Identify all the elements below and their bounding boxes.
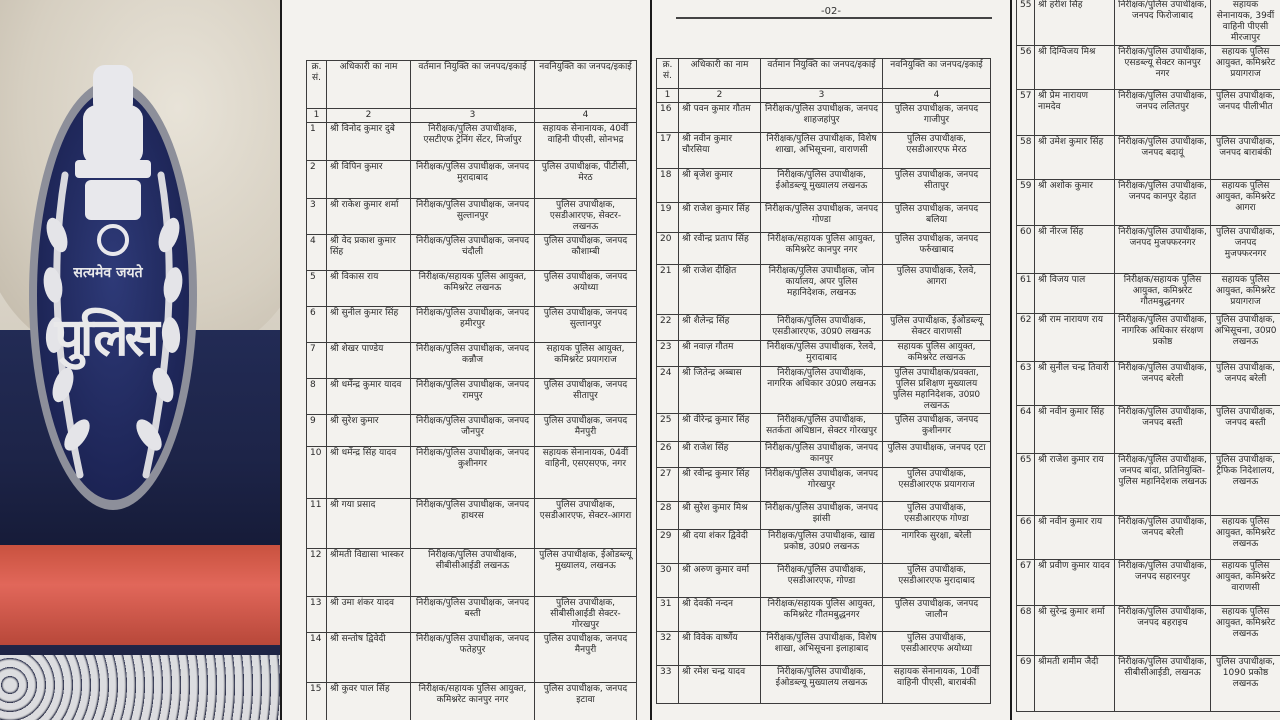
current-posting: निरीक्षक/पुलिस उपाधीक्षक, विशेष शाखा, अभिसूचना, वाराणसी (761, 133, 883, 169)
new-posting: पुलिस उपाधीक्षक, जनपद बलिया (883, 203, 991, 233)
table-row (1017, 606, 1280, 656)
table-row (1017, 0, 1280, 46)
row-serial-number: 59 (1017, 180, 1035, 226)
current-posting: निरीक्षक/सहायक पुलिस आयुक्त, कमिश्नरेट गौतमबुद्धनगर (1115, 274, 1211, 314)
new-posting: पुलिस उपाधीक्षक, जनपद जालौन (883, 598, 991, 632)
row-serial-number: 65 (1017, 454, 1035, 516)
new-posting: सहायक पुलिस आयुक्त, कमिश्नरेट प्रयागराज (1211, 274, 1280, 314)
table-row (307, 161, 637, 199)
cap-braid (0, 655, 280, 720)
officer-name: श्री विकास राय (327, 271, 411, 307)
transfer-table-2 (656, 58, 991, 704)
table-row (657, 530, 991, 564)
officer-name: श्री उमा शंकर यादव (327, 597, 411, 633)
new-posting: पुलिस उपाधीक्षक, जनपद फर्रुखाबाद (883, 233, 991, 265)
current-posting: निरीक्षक/पुलिस उपाधीक्षक, जनपद कन्नौज (411, 343, 535, 379)
row-serial-number: 7 (307, 343, 327, 379)
current-posting: निरीक्षक/पुलिस उपाधीक्षक, ईओडब्ल्यू मुख्यालय लखनऊ (761, 666, 883, 704)
new-posting: पुलिस उपाधीक्षक, ईओडब्ल्यू सेक्टर वाराणसी (883, 315, 991, 341)
officer-name: श्री उमेश कुमार सिंह (1035, 136, 1115, 180)
header-index: 4 (883, 89, 991, 103)
row-serial-number: 14 (307, 633, 327, 683)
header-sno: क्र. सं. (307, 61, 327, 109)
new-posting: सहायक सेनानायक, 04वीं वाहिनी, एसएसएफ, नगर (535, 447, 637, 499)
police-cap-photo (0, 0, 280, 720)
row-serial-number: 10 (307, 447, 327, 499)
current-posting: निरीक्षक/पुलिस उपाधीक्षक, जनपद बदायूं (1115, 136, 1211, 180)
current-posting: निरीक्षक/पुलिस उपाधीक्षक, ईओडब्ल्यू मुख्यालय लखनऊ (761, 169, 883, 203)
row-serial-number: 62 (1017, 314, 1035, 362)
officer-name: श्री अरुण कुमार वर्मा (679, 564, 761, 598)
row-serial-number: 20 (657, 233, 679, 265)
officer-name: श्री अशोक कुमार (1035, 180, 1115, 226)
header-name: अधिकारी का नाम (327, 61, 411, 109)
row-serial-number: 64 (1017, 406, 1035, 454)
row-serial-number: 5 (307, 271, 327, 307)
row-serial-number: 2 (307, 161, 327, 199)
current-posting: निरीक्षक/पुलिस उपाधीक्षक, एसडीआरएफ, उ0प्र0 लखनऊ (761, 315, 883, 341)
new-posting: सहायक पुलिस आयुक्त, कमिश्नरेट लखनऊ (883, 341, 991, 367)
row-serial-number: 58 (1017, 136, 1035, 180)
current-posting: निरीक्षक/पुलिस उपाधीक्षक, एसडब्ल्यू सेक्टर कानपुर नगर (1115, 46, 1211, 90)
row-serial-number: 26 (657, 442, 679, 468)
new-posting: पुलिस उपाधीक्षक, जनपद सीतापुर (883, 169, 991, 203)
row-serial-number: 69 (1017, 656, 1035, 712)
header-index: 1 (657, 89, 679, 103)
row-serial-number: 15 (307, 683, 327, 720)
table-row (307, 307, 637, 343)
row-serial-number: 6 (307, 307, 327, 343)
new-posting: पुलिस उपाधीक्षक, जनपद पीलीभीत (1211, 90, 1280, 136)
table-row (1017, 90, 1280, 136)
row-serial-number: 18 (657, 169, 679, 203)
table-row (307, 633, 637, 683)
cap-red-stripe (0, 545, 280, 645)
officer-name: श्री नीरज सिंह (1035, 226, 1115, 274)
officer-name: श्री प्रेम नारायण नामदेव (1035, 90, 1115, 136)
current-posting: निरीक्षक/पुलिस उपाधीक्षक, जनपद चंदौली (411, 235, 535, 271)
new-posting: सहायक पुलिस आयुक्त, कमिश्नरेट वाराणसी (1211, 560, 1280, 606)
officer-name: श्री पवन कुमार गौतम (679, 103, 761, 133)
new-posting: पुलिस उपाधीक्षक, जनपद मैनपुरी (535, 415, 637, 447)
new-posting: पुलिस उपाधीक्षक, जनपद मैनपुरी (535, 633, 637, 683)
row-serial-number: 22 (657, 315, 679, 341)
current-posting: निरीक्षक/पुलिस उपाधीक्षक, जनपद बरेली (1115, 516, 1211, 560)
new-posting: सहायक सेनानायक, 10वीं वाहिनी पीएसी, बाराबंकी (883, 666, 991, 704)
badge-motto: सत्यमेव जयते (73, 265, 143, 281)
header-new-posting: नवनियुक्ति का जनपद/इकाई (883, 59, 991, 89)
new-posting: पुलिस उपाधीक्षक, जनपद इटावा (535, 683, 637, 720)
row-serial-number: 27 (657, 468, 679, 502)
table-row (657, 502, 991, 530)
header-new-posting: नवनियुक्ति का जनपद/इकाई (535, 61, 637, 109)
table-row (1017, 406, 1280, 454)
transfer-table-1 (306, 60, 637, 720)
row-serial-number: 60 (1017, 226, 1035, 274)
current-posting: निरीक्षक/पुलिस उपाधीक्षक, जनपद ललितपुर (1115, 90, 1211, 136)
officer-name: श्री विपिन कुमार (327, 161, 411, 199)
officer-name: श्री गया प्रसाद (327, 499, 411, 549)
table-row (657, 315, 991, 341)
row-serial-number: 16 (657, 103, 679, 133)
current-posting: निरीक्षक/पुलिस उपाधीक्षक, जनपद शाहजहांपुर (761, 103, 883, 133)
header-current-posting: वर्तमान नियुक्ति का जनपद/इकाई (761, 59, 883, 89)
current-posting: निरीक्षक/पुलिस उपाधीक्षक, एसडीआरएफ, गोण्डा (761, 564, 883, 598)
officer-name: श्री विनोद कुमार दुबे (327, 123, 411, 161)
row-serial-number: 19 (657, 203, 679, 233)
table-row (657, 468, 991, 502)
current-posting: निरीक्षक/पुलिस उपाधीक्षक, जनपद सुल्तानपुर (411, 199, 535, 235)
header-index: 2 (327, 109, 411, 123)
officer-name: श्री शेखर पाण्डेय (327, 343, 411, 379)
header-rule (676, 17, 992, 19)
table-row (657, 169, 991, 203)
transfer-list-page-1 (282, 0, 650, 720)
new-posting: सहायक सेनानायक, 39वीं वाहिनी पीएसी मीरजापुर (1211, 0, 1280, 46)
table-row (307, 271, 637, 307)
new-posting: पुलिस उपाधीक्षक, जनपद बस्ती (1211, 406, 1280, 454)
table-row (657, 133, 991, 169)
current-posting: निरीक्षक/पुलिस उपाधीक्षक, जनपद कुशीनगर (411, 447, 535, 499)
row-serial-number: 25 (657, 414, 679, 442)
new-posting: पुलिस उपाधीक्षक, अभिसूचना, उ0प्र0 लखनऊ (1211, 314, 1280, 362)
current-posting: निरीक्षक/पुलिस उपाधीक्षक, जनपद बस्ती (1115, 406, 1211, 454)
row-serial-number: 11 (307, 499, 327, 549)
new-posting: पुलिस उपाधीक्षक, जनपद अयोध्या (535, 271, 637, 307)
table-row (657, 632, 991, 666)
current-posting: निरीक्षक/पुलिस उपाधीक्षक, जनपद कानपुर (761, 442, 883, 468)
current-posting: निरीक्षक/पुलिस उपाधीक्षक, खाद्य प्रकोष्ठ, उ0प्र0 लखनऊ (761, 530, 883, 564)
table-row (1017, 314, 1280, 362)
table-row (307, 549, 637, 597)
new-posting: पुलिस उपाधीक्षक, जनपद सुल्तानपुर (535, 307, 637, 343)
header-name: अधिकारी का नाम (679, 59, 761, 89)
header-index: 4 (535, 109, 637, 123)
new-posting: पुलिस उपाधीक्षक, जनपद कौशाम्बी (535, 235, 637, 271)
table-row (307, 379, 637, 415)
table-row (657, 103, 991, 133)
new-posting: पुलिस उपाधीक्षक/प्रवक्ता, पुलिस प्रशिक्षण मुख्यालय पुलिस महानिदेशक, उ0प्र0 लखनऊ (883, 367, 991, 414)
officer-name: श्री नवाज़ गौतम (679, 341, 761, 367)
officer-name: श्री सुनील कुमार सिंह (327, 307, 411, 343)
current-posting: निरीक्षक/पुलिस उपाधीक्षक, नागरिक अधिकार संरक्षण प्रकोष्ठ (1115, 314, 1211, 362)
new-posting: पुलिस उपाधीक्षक, एसडीआरएफ, सेक्टर-आगरा (535, 499, 637, 549)
officer-name: श्री प्रवीण कुमार यादव (1035, 560, 1115, 606)
table-row (1017, 362, 1280, 406)
table-row (307, 447, 637, 499)
table-row (1017, 454, 1280, 516)
header-current-posting: वर्तमान नियुक्ति का जनपद/इकाई (411, 61, 535, 109)
officer-name: श्री सुरेश कुमार मिश्र (679, 502, 761, 530)
table-row (307, 343, 637, 379)
officer-name: श्री बृजेश कुमार (679, 169, 761, 203)
table-row (657, 564, 991, 598)
officer-name: श्री राजेश कुमार राय (1035, 454, 1115, 516)
table-row (307, 499, 637, 549)
table-row (1017, 560, 1280, 606)
new-posting: पुलिस उपाधीक्षक, जनपद कुशीनगर (883, 414, 991, 442)
row-serial-number: 17 (657, 133, 679, 169)
current-posting: निरीक्षक/सहायक पुलिस आयुक्त, कमिश्नरेट गौतमबुद्धनगर (761, 598, 883, 632)
officer-name: श्री देवकी नन्दन (679, 598, 761, 632)
current-posting: निरीक्षक/पुलिस उपाधीक्षक, सतर्कता अधिष्ठान, सेक्टर गोरखपुर (761, 414, 883, 442)
new-posting: सहायक पुलिस आयुक्त, कमिश्नरेट आगरा (1211, 180, 1280, 226)
current-posting: निरीक्षक/पुलिस उपाधीक्षक, नागरिक अधिकार उ0प्र0 लखनऊ (761, 367, 883, 414)
current-posting: निरीक्षक/पुलिस उपाधीक्षक, जनपद हाथरस (411, 499, 535, 549)
header-sno: क्र. सं. (657, 59, 679, 89)
transfer-table-3 (1016, 0, 1280, 712)
table-row (1017, 226, 1280, 274)
table-row (657, 265, 991, 315)
new-posting: पुलिस उपाधीक्षक, एसडीआरएफ अयोध्या (883, 632, 991, 666)
new-posting: पुलिस उपाधीक्षक, जनपद बरेली (1211, 362, 1280, 406)
row-serial-number: 66 (1017, 516, 1035, 560)
table-row (657, 367, 991, 414)
current-posting: निरीक्षक/पुलिस उपाधीक्षक, एसटीएफ ट्रेनिंग सेंटर, मिर्जापुर (411, 123, 535, 161)
current-posting: निरीक्षक/पुलिस उपाधीक्षक, जनपद गोण्डा (761, 203, 883, 233)
officer-name: श्रीमती शमीम जैदी (1035, 656, 1115, 712)
current-posting: निरीक्षक/पुलिस उपाधीक्षक, जोन कार्यालय, अपर पुलिस महानिदेशक, लखनऊ (761, 265, 883, 315)
row-serial-number: 30 (657, 564, 679, 598)
header-index: 1 (307, 109, 327, 123)
officer-name: श्री रमेश चन्द्र यादव (679, 666, 761, 704)
table-row (1017, 274, 1280, 314)
table-row (307, 683, 637, 720)
row-serial-number: 57 (1017, 90, 1035, 136)
new-posting: पुलिस उपाधीक्षक, जनपद एटा (883, 442, 991, 468)
new-posting: सहायक पुलिस आयुक्त, कमिश्नरेट लखनऊ (1211, 606, 1280, 656)
page-number: -02- (821, 6, 841, 17)
current-posting: निरीक्षक/सहायक पुलिस आयुक्त, कमिश्नरेट कानपुर नगर (761, 233, 883, 265)
table-row (307, 199, 637, 235)
new-posting: सहायक पुलिस आयुक्त, कमिश्नरेट प्रयागराज (535, 343, 637, 379)
row-serial-number: 1 (307, 123, 327, 161)
officer-name: श्री सुनील चन्द्र तिवारी (1035, 362, 1115, 406)
row-serial-number: 21 (657, 265, 679, 315)
table-row (307, 415, 637, 447)
officer-name: श्री जितेन्द्र अब्बास (679, 367, 761, 414)
officer-name: श्री नवीन कुमार चौरसिया (679, 133, 761, 169)
row-serial-number: 61 (1017, 274, 1035, 314)
officer-name: श्री रवीन्द्र कुमार सिंह (679, 468, 761, 502)
table-row (307, 123, 637, 161)
table-row (1017, 136, 1280, 180)
row-serial-number: 28 (657, 502, 679, 530)
officer-name: श्री नवीन कुमार राय (1035, 516, 1115, 560)
table-row (657, 666, 991, 704)
table-row (657, 414, 991, 442)
table-row (1017, 516, 1280, 560)
new-posting: पुलिस उपाधीक्षक, 1090 प्रकोष्ठ लखनऊ (1211, 656, 1280, 712)
current-posting: निरीक्षक/पुलिस उपाधीक्षक, जनपद बहराइच (1115, 606, 1211, 656)
current-posting: निरीक्षक/पुलिस उपाधीक्षक, जनपद झांसी (761, 502, 883, 530)
new-posting: पुलिस उपाधीक्षक, जनपद सीतापुर (535, 379, 637, 415)
new-posting: पुलिस उपाधीक्षक, एसडीआरएफ, सेक्टर-लखनऊ (535, 199, 637, 235)
row-serial-number: 55 (1017, 0, 1035, 46)
officer-name: श्रीमती विद्यासा भास्कर (327, 549, 411, 597)
header-index: 3 (411, 109, 535, 123)
transfer-list-page-2 (652, 0, 1010, 720)
officer-name: श्री विजय पाल (1035, 274, 1115, 314)
row-serial-number: 32 (657, 632, 679, 666)
row-serial-number: 12 (307, 549, 327, 597)
new-posting: पुलिस उपाधीक्षक, रेलवे, आगरा (883, 265, 991, 315)
current-posting: निरीक्षक/पुलिस उपाधीक्षक, जनपद फिरोजाबाद (1115, 0, 1211, 46)
new-posting: पुलिस उपाधीक्षक, पीटीसी, मेरठ (535, 161, 637, 199)
table-row (1017, 46, 1280, 90)
officer-name: श्री धर्मेन्द्र सिंह यादव (327, 447, 411, 499)
new-posting: पुलिस उपाधीक्षक, ईओडब्ल्यू मुख्यालय, लखनऊ (535, 549, 637, 597)
row-serial-number: 4 (307, 235, 327, 271)
row-serial-number: 24 (657, 367, 679, 414)
new-posting: पुलिस उपाधीक्षक, एसडीआरएफ गोण्डा (883, 502, 991, 530)
officer-name: श्री कुवर पाल सिंह (327, 683, 411, 720)
current-posting: निरीक्षक/सहायक पुलिस आयुक्त, कमिश्नरेट लखनऊ (411, 271, 535, 307)
current-posting: निरीक्षक/पुलिस उपाधीक्षक, जनपद रामपुर (411, 379, 535, 415)
current-posting: निरीक्षक/पुलिस उपाधीक्षक, जनपद मुजफ्फरनगर (1115, 226, 1211, 274)
new-posting: सहायक पुलिस आयुक्त, कमिश्नरेट प्रयागराज (1211, 46, 1280, 90)
current-posting: निरीक्षक/पुलिस उपाधीक्षक, जनपद मुरादाबाद (411, 161, 535, 199)
officer-name: श्री राजेश कुमार सिंह (679, 203, 761, 233)
row-serial-number: 68 (1017, 606, 1035, 656)
new-posting: सहायक पुलिस आयुक्त, कमिश्नरेट लखनऊ (1211, 516, 1280, 560)
new-posting: पुलिस उपाधीक्षक, जनपद मुजफ्फरनगर (1211, 226, 1280, 274)
current-posting: निरीक्षक/पुलिस उपाधीक्षक, जनपद बरेली (1115, 362, 1211, 406)
row-serial-number: 67 (1017, 560, 1035, 606)
officer-name: श्री दया शंकर द्विवेदी (679, 530, 761, 564)
transfer-list-page-3 (1012, 0, 1280, 720)
current-posting: निरीक्षक/पुलिस उपाधीक्षक, सीबीसीआईडी, लखनऊ (1115, 656, 1211, 712)
table-row (657, 203, 991, 233)
officer-name: श्री विवेक वार्ष्णेय (679, 632, 761, 666)
row-serial-number: 63 (1017, 362, 1035, 406)
row-serial-number: 29 (657, 530, 679, 564)
row-serial-number: 23 (657, 341, 679, 367)
current-posting: निरीक्षक/पुलिस उपाधीक्षक, जनपद फतेहपुर (411, 633, 535, 683)
new-posting: पुलिस उपाधीक्षक, जनपद बाराबंकी (1211, 136, 1280, 180)
current-posting: निरीक्षक/पुलिस उपाधीक्षक, रेलवे, मुरादाबाद (761, 341, 883, 367)
current-posting: निरीक्षक/पुलिस उपाधीक्षक, जनपद गोरखपुर (761, 468, 883, 502)
row-serial-number: 13 (307, 597, 327, 633)
officer-name: श्री सुरेश कुमार (327, 415, 411, 447)
officer-name: श्री राजेश सिंह (679, 442, 761, 468)
current-posting: निरीक्षक/पुलिस उपाधीक्षक, जनपद बांदा, प्रतिनियुक्ति-पुलिस महानिदेशक लखनऊ (1115, 454, 1211, 516)
new-posting: पुलिस उपाधीक्षक, एसडीआरएफ मेरठ (883, 133, 991, 169)
officer-name: श्री राम नारायण राय (1035, 314, 1115, 362)
table-row (657, 598, 991, 632)
officer-name: श्री राकेश कुमार शर्मा (327, 199, 411, 235)
current-posting: निरीक्षक/पुलिस उपाधीक्षक, जनपद कानपुर देहात (1115, 180, 1211, 226)
new-posting: पुलिस उपाधीक्षक, सीबीसीआईडी सेक्टर-गोरखपुर (535, 597, 637, 633)
officer-name: श्री दिग्विजय मिश्र (1035, 46, 1115, 90)
table-row (657, 341, 991, 367)
current-posting: निरीक्षक/सहायक पुलिस आयुक्त, कमिश्नरेट कानपुर नगर (411, 683, 535, 720)
current-posting: निरीक्षक/पुलिस उपाधीक्षक, विशेष शाखा, अभिसूचना इलाहाबाद (761, 632, 883, 666)
current-posting: निरीक्षक/पुलिस उपाधीक्षक, सीबीसीआईडी लखनऊ (411, 549, 535, 597)
new-posting: पुलिस उपाधीक्षक, ट्रैफिक निदेशालय, लखनऊ (1211, 454, 1280, 516)
current-posting: निरीक्षक/पुलिस उपाधीक्षक, जनपद हमीरपुर (411, 307, 535, 343)
officer-name: श्री वीरेन्द्र कुमार सिंह (679, 414, 761, 442)
header-index: 3 (761, 89, 883, 103)
officer-name: श्री हरीश सिंह (1035, 0, 1115, 46)
officer-name: श्री धर्मेन्द्र कुमार यादव (327, 379, 411, 415)
badge-letters: पुलिस (54, 308, 156, 368)
officer-name: श्री सन्तोष द्विवेदी (327, 633, 411, 683)
row-serial-number: 56 (1017, 46, 1035, 90)
officer-name: श्री वेद प्रकाश कुमार सिंह (327, 235, 411, 271)
new-posting: पुलिस उपाधीक्षक, जनपद गाजीपुर (883, 103, 991, 133)
row-serial-number: 8 (307, 379, 327, 415)
table-row (307, 235, 637, 271)
table-row (1017, 180, 1280, 226)
table-row (1017, 656, 1280, 712)
new-posting: पुलिस उपाधीक्षक, एसडीआरएफ मुरादाबाद (883, 564, 991, 598)
current-posting: निरीक्षक/पुलिस उपाधीक्षक, जनपद सहारनपुर (1115, 560, 1211, 606)
officer-name: श्री राजेश दीक्षित (679, 265, 761, 315)
current-posting: निरीक्षक/पुलिस उपाधीक्षक, जनपद बस्ती (411, 597, 535, 633)
officer-name: श्री नवीन कुमार सिंह (1035, 406, 1115, 454)
row-serial-number: 3 (307, 199, 327, 235)
row-serial-number: 9 (307, 415, 327, 447)
table-row (307, 597, 637, 633)
header-index: 2 (679, 89, 761, 103)
table-row (657, 442, 991, 468)
officer-name: श्री सुरेन्द्र कुमार शर्मा (1035, 606, 1115, 656)
row-serial-number: 31 (657, 598, 679, 632)
new-posting: नागरिक सुरक्षा, बरेली (883, 530, 991, 564)
row-serial-number: 33 (657, 666, 679, 704)
officer-name: श्री शैलेन्द्र सिंह (679, 315, 761, 341)
current-posting: निरीक्षक/पुलिस उपाधीक्षक, जनपद जौनपुर (411, 415, 535, 447)
table-row (657, 233, 991, 265)
new-posting: पुलिस उपाधीक्षक, एसडीआरएफ प्रयागराज (883, 468, 991, 502)
officer-name: श्री रवीन्द्र प्रताप सिंह (679, 233, 761, 265)
new-posting: सहायक सेनानायक, 40वीं वाहिनी पीएसी, सोनभद्र (535, 123, 637, 161)
